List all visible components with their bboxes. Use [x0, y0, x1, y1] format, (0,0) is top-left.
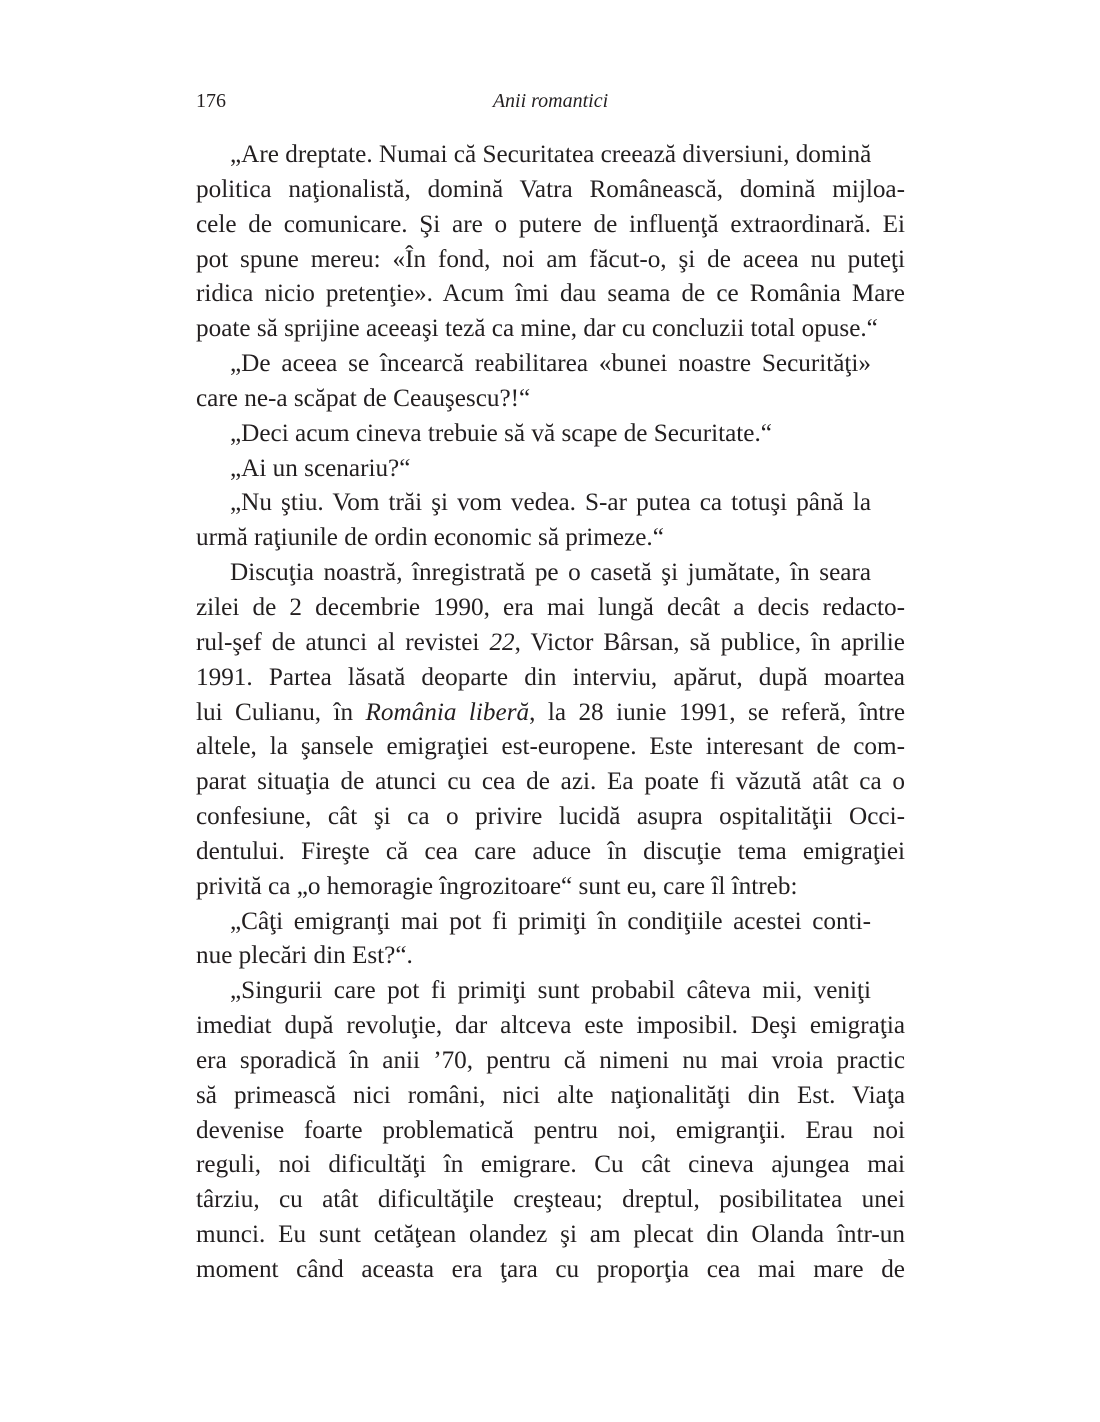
- text-line: altele, la şansele emigraţiei est-europene. Este interesant de com-: [196, 733, 905, 761]
- text-line: rul-şef de atunci al revistei 22, Victor Bârsan, să publice, în aprilie: [196, 628, 905, 656]
- paragraph: [196, 905, 905, 975]
- running-title: Anii romantici: [492, 90, 609, 112]
- text-line: „Deci acum cineva trebuie să vă scape de Securitate.“: [230, 419, 772, 447]
- text-line: cele de comunicare. Şi are o putere de influenţă extraordinară. Ei: [196, 210, 905, 238]
- text-line: „Nu ştiu. Vom trăi şi vom vedea. S-ar putea ca totuşi până la: [230, 489, 871, 517]
- text-line: lui Culianu, în România liberă, la 28 iunie 1991, se referă, între: [196, 698, 905, 726]
- italic-title: 22: [489, 628, 515, 656]
- paragraph: [196, 138, 905, 347]
- paragraph: [196, 556, 905, 904]
- text-line: confesiune, cât şi ca o privire lucidă asupra ospitalităţii Occi-: [196, 803, 905, 831]
- text-line: care ne-a scăpat de Ceauşescu?!“: [196, 384, 531, 412]
- text-line: era sporadică în anii ’70, pentru că nimeni nu mai vroia practic: [196, 1046, 905, 1074]
- text-line: „De aceea se încearcă reabilitarea «bunei noastre Securităţi»: [230, 350, 871, 378]
- text-line: Discuţia noastră, înregistrată pe o casetă şi jumătate, în seara: [230, 559, 871, 587]
- text-line: pot spune mereu: «În fond, noi am făcut-o, şi de aceea nu puteţi: [196, 245, 905, 273]
- paragraph: [196, 452, 905, 487]
- text-line: devenise foarte problematică pentru noi, emigranţii. Erau noi: [196, 1116, 905, 1144]
- text-line: parat situaţia de atunci cu cea de azi. Ea poate fi văzută atât ca o: [196, 768, 905, 796]
- text-line: nue plecări din Est?“.: [196, 942, 413, 970]
- text-line: ridica nicio pretenţie». Acum îmi dau seama de ce România Mare: [196, 280, 905, 308]
- paragraph: [196, 347, 905, 417]
- text-line: zilei de 2 decembrie 1990, era mai lungă decât a decis redacto-: [196, 593, 905, 621]
- text-line: politica naţionalistă, domină Vatra Românească, domină mijloa-: [196, 175, 905, 203]
- text-line: „Ai un scenariu?“: [230, 454, 411, 482]
- paragraph: [196, 974, 905, 1288]
- text-line: „Are dreptate. Numai că Securitatea creează diversiuni, domină: [230, 141, 872, 168]
- text-line: munci. Eu sunt cetăţean olandez şi am plecat din Olanda într-un: [196, 1221, 905, 1249]
- text-line: urmă raţiunile de ordin economic să primeze.“: [196, 524, 664, 552]
- running-head: [196, 86, 905, 116]
- text-line: să primească nici români, nici alte naţionalităţi din Est. Viaţa: [196, 1081, 905, 1109]
- text-line: reguli, noi dificultăţi în emigrare. Cu cât cineva ajungea mai: [196, 1151, 905, 1179]
- italic-title: România liberă: [365, 698, 530, 726]
- paragraph: [196, 486, 905, 556]
- text-line: privită ca „o hemoragie îngrozitoare“ sunt eu, care îl întreb:: [196, 872, 798, 900]
- text-line: „Singurii care pot fi primiţi sunt probabil câteva mii, veniţi: [230, 977, 871, 1005]
- paragraph: [196, 417, 905, 452]
- text-line: „Câţi emigranţi mai pot fi primiţi în condiţiile acestei conti-: [230, 907, 871, 935]
- text-line: dentului. Fireşte că cea care aduce în discuţie tema emigraţiei: [196, 837, 905, 865]
- page-number: 176: [196, 90, 226, 112]
- text-line: târziu, cu atât dificultăţile creşteau; dreptul, posibilitatea unei: [196, 1186, 905, 1214]
- text-line: 1991. Partea lăsată deoparte din interviu, apărut, după moartea: [196, 663, 905, 691]
- text-line: moment când aceasta era ţara cu proporţia cea mai mare de: [196, 1256, 905, 1283]
- text-line: imediat după revoluţie, dar altceva este imposibil. Deşi emigraţia: [196, 1012, 905, 1040]
- text-line: poate să sprijine aceeaşi teză ca mine, dar cu concluzii total opuse.“: [196, 315, 878, 343]
- body-text: [196, 138, 905, 1288]
